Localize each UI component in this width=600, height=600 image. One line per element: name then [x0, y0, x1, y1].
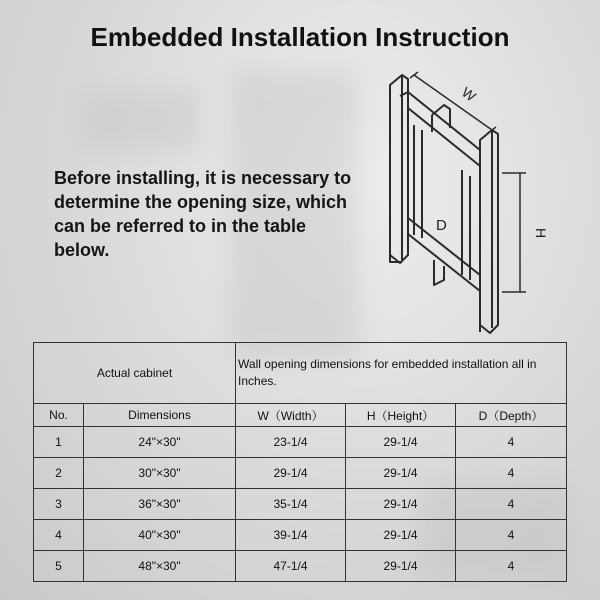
opening-width: 23-1/4: [236, 427, 346, 458]
opening-depth: 4: [456, 489, 567, 520]
table-row: [34, 458, 567, 489]
actual-cabinet-header: Actual cabinet: [34, 343, 236, 404]
cabinet-dimensions: 24"×30": [84, 427, 236, 458]
opening-width: 35-1/4: [236, 489, 346, 520]
opening-depth: 4: [456, 458, 567, 489]
wall-opening-header: Wall opening dimensions for embedded installation all in Inches.: [236, 343, 567, 404]
opening-width: 39-1/4: [236, 520, 346, 551]
width-label: W: [458, 83, 479, 105]
row-number: 5: [34, 551, 84, 582]
opening-width: 47-1/4: [236, 551, 346, 582]
table-row: [34, 427, 567, 458]
height-label: H: [533, 228, 549, 239]
opening-height: 29-1/4: [346, 551, 456, 582]
cabinet-dimensions: 48"×30": [84, 551, 236, 582]
row-number: 4: [34, 520, 84, 551]
row-number: 2: [34, 458, 84, 489]
column-header-height: H（Height）: [346, 404, 456, 427]
column-header-depth: D（Depth）: [456, 404, 567, 427]
opening-depth: 4: [456, 520, 567, 551]
depth-label: D: [436, 217, 447, 234]
cabinet-dimensions: 30"×30": [84, 458, 236, 489]
page-title: Embedded Installation Instruction: [90, 22, 510, 52]
cabinet-dimensions: 36"×30": [84, 489, 236, 520]
table-row: [34, 551, 567, 582]
column-header-width: W（Width）: [236, 404, 346, 427]
opening-depth: 4: [456, 551, 567, 582]
opening-frame-diagram: [370, 70, 560, 335]
opening-height: 29-1/4: [346, 489, 456, 520]
row-number: 1: [34, 427, 84, 458]
opening-dimensions-table: [33, 342, 567, 582]
opening-height: 29-1/4: [346, 520, 456, 551]
column-header-dimensions: Dimensions: [84, 404, 236, 427]
opening-width: 29-1/4: [236, 458, 346, 489]
table-row: [34, 520, 567, 551]
cabinet-dimensions: 40"×30": [84, 520, 236, 551]
intro-text: Before installing, it is necessary to determine the opening size, which can be referred to in the table below.: [54, 168, 352, 260]
opening-height: 29-1/4: [346, 427, 456, 458]
table-row: [34, 489, 567, 520]
opening-depth: 4: [456, 427, 567, 458]
column-header-no: No.: [34, 404, 84, 427]
opening-height: 29-1/4: [346, 458, 456, 489]
row-number: 3: [34, 489, 84, 520]
